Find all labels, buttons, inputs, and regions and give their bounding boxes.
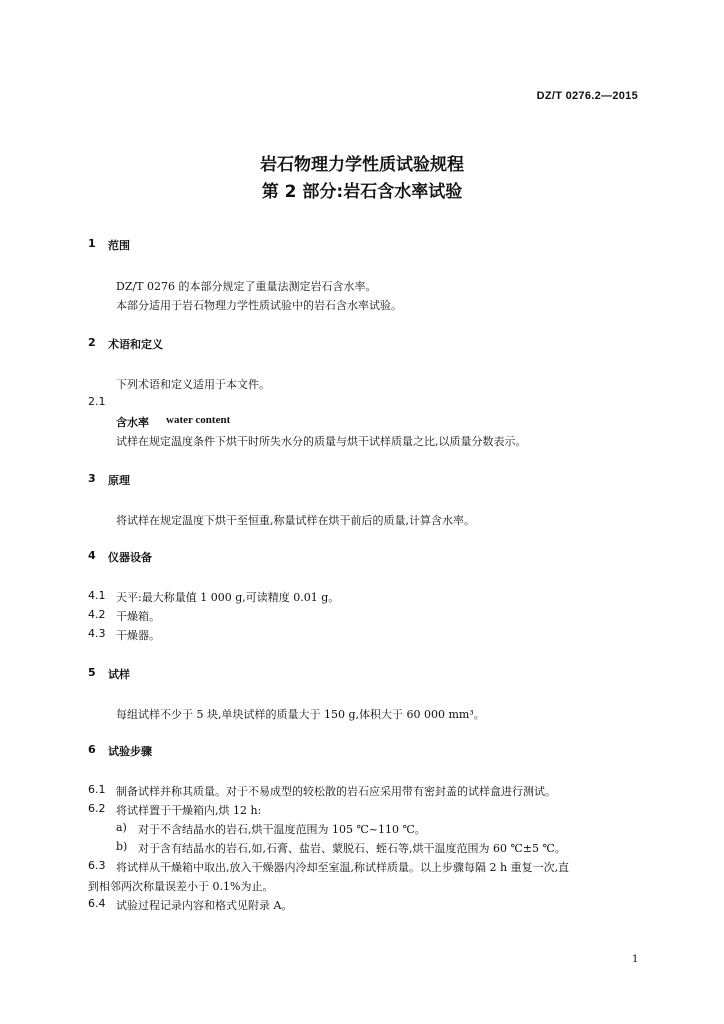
- step-6-3-number: 6.3: [88, 859, 106, 872]
- standard-code: DZ/T 0276.2—2015: [536, 90, 638, 102]
- section-5-number: 5: [88, 666, 96, 679]
- step-6-3-continuation: 到相邻两次称量误差小于 0.1%为止。: [88, 880, 274, 893]
- section-6-heading: 试验步骤: [108, 745, 152, 758]
- page-number: 1: [632, 954, 639, 965]
- section-3-para-1: 将试样在规定温度下烘干至恒重,称量试样在烘干前后的质量,计算含水率。: [116, 514, 475, 527]
- section-2-heading: 术语和定义: [108, 338, 163, 351]
- section-3-number: 3: [88, 472, 96, 485]
- term-definition: 试样在规定温度条件下烘干时所失水分的质量与烘干试样质量之比,以质量分数表示。: [116, 435, 527, 448]
- item-4-1-text: 天平:最大称量值 1 000 g,可读精度 0.01 g。: [116, 591, 340, 604]
- step-6-2-a-text: 对于不含结晶水的岩石,烘干温度范围为 105 ℃~110 ℃。: [138, 823, 426, 836]
- section-2-1-number: 2.1: [88, 395, 106, 408]
- step-6-2-number: 6.2: [88, 802, 106, 815]
- step-6-1-number: 6.1: [88, 783, 106, 796]
- step-6-4-number: 6.4: [88, 897, 106, 910]
- section-3-heading: 原理: [108, 474, 130, 487]
- step-6-4-text: 试验过程记录内容和格式见附录 A。: [116, 899, 293, 912]
- step-6-2-a-label: a): [116, 821, 127, 834]
- item-4-2-text: 干燥箱。: [116, 610, 160, 623]
- step-6-2-text: 将试样置于干燥箱内,烘 12 h:: [116, 804, 262, 817]
- step-6-3-text: 将试样从干燥箱中取出,放入干燥器内冷却至室温,称试样质量。以上步骤每隔 2 h 重复一次,直: [116, 861, 570, 874]
- section-4-heading: 仪器设备: [108, 551, 152, 564]
- section-6-number: 6: [88, 743, 96, 756]
- term-chinese: 含水率: [116, 416, 149, 429]
- section-1-number: 1: [88, 237, 96, 250]
- term-english: water content: [166, 414, 231, 426]
- item-4-2-number: 4.2: [88, 608, 106, 621]
- step-6-2-b-text: 对于含有结晶水的岩石,如,石膏、盐岩、蒙脱石、蛭石等,烘干温度范围为 60 ℃±5 ℃。: [138, 842, 566, 855]
- section-1-para-2: 本部分适用于岩石物理力学性质试验中的岩石含水率试验。: [116, 299, 402, 312]
- section-5-para-1: 每组试样不少于 5 块,单块试样的质量大于 150 g,体积大于 60 000 mm³。: [116, 708, 485, 721]
- document-subtitle: 第 2 部分:岩石含水率试验: [261, 182, 463, 202]
- step-6-2-b-label: b): [116, 840, 128, 853]
- step-6-1-text: 制备试样并称其质量。对于不易成型的较松散的岩石应采用带有密封盖的试样盒进行测试。: [116, 785, 556, 798]
- section-2-para-1: 下列术语和定义适用于本文件。: [116, 378, 270, 391]
- section-2-number: 2: [88, 336, 96, 349]
- item-4-1-number: 4.1: [88, 589, 106, 602]
- item-4-3-number: 4.3: [88, 627, 106, 640]
- section-1-para-1: DZ/T 0276 的本部分规定了重量法测定岩石含水率。: [116, 280, 377, 293]
- document-title: 岩石物理力学性质试验规程: [260, 155, 464, 175]
- section-4-number: 4: [88, 549, 96, 562]
- section-1-heading: 范围: [108, 239, 130, 252]
- item-4-3-text: 干燥器。: [116, 629, 160, 642]
- section-5-heading: 试样: [108, 668, 130, 681]
